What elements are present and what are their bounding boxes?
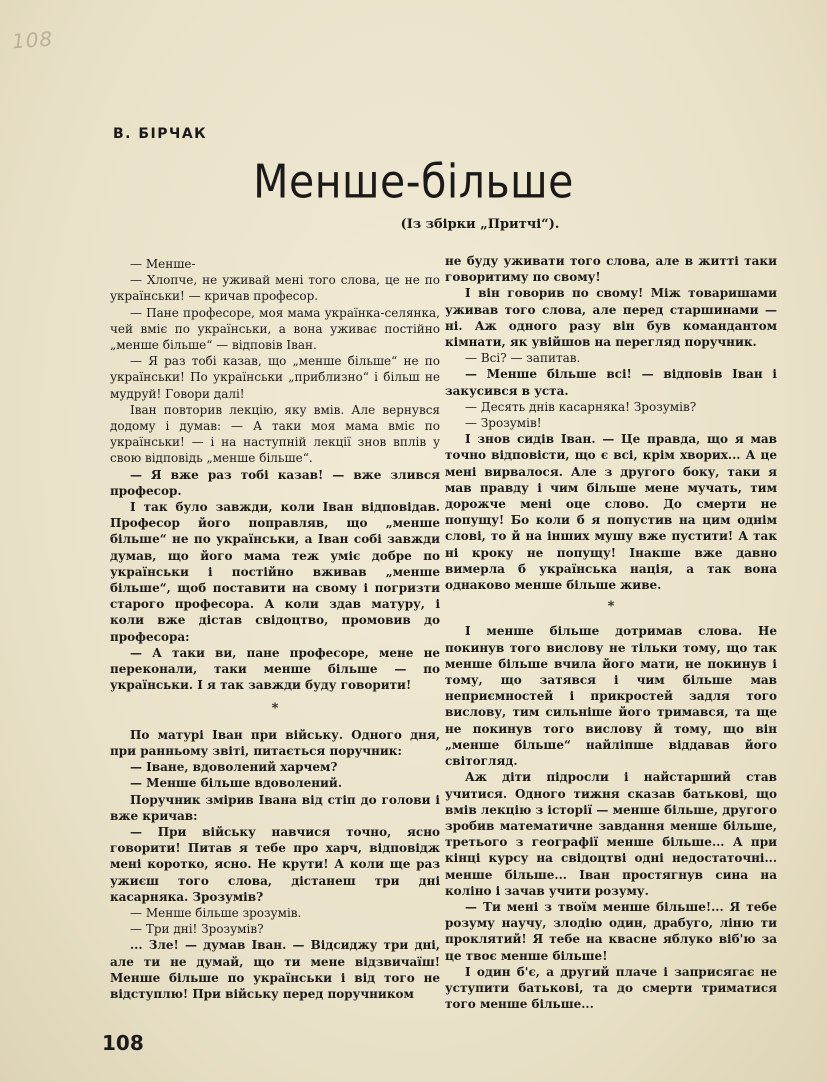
page-number: 108	[102, 1031, 144, 1055]
story-title: Менше-більше	[253, 155, 574, 209]
paragraph: — Менше більше всі! — відповів Іван і закусився в уста.	[445, 367, 777, 398]
paragraph: — Я раз тобі казав, що „менше більше“ не по українськи! По українськи „приблизно“ і більш не мудруй! Говори далі!	[110, 354, 440, 401]
pencil-page-mark: 108	[11, 26, 54, 54]
paragraph: ... Зле! — думав Іван. — Відсиджу три дні, але ти не думай, що ти мене відзвичаїш! Менше більше по українськи і від того не відступлю! При війську перед поручником	[110, 938, 440, 1001]
section-separator: *	[271, 701, 279, 717]
paragraph: І знов сидів Іван. — Це правда, що я мав точно відповісти, що є всі, крім хворих... А це мені вирвалося. Але з другого боку, таки я мав правду і чим більше мене мучать, тим дорожче мені оце слово. До смерти не попущу! Бо коли б я попустив на цим однім слові, то й на інших мушу вже пустити! А так ні кроку не попущу! Інакше вже давно вимерла б українська нація, а так вона однаково менше більше живе.	[445, 432, 777, 593]
paragraph: І один б'є, а другий плаче і заприсягає не уступити батькові, та до смерти триматися того менше більше...	[445, 964, 777, 1012]
paragraph: — Я вже раз тобі казав! — вже злився професор.	[110, 467, 440, 498]
paragraph: не буду уживати того слова, але в житті таки говоритиму по свому!	[445, 254, 777, 285]
paragraph: Іван повторив лекцію, яку вмів. Але вернувся додому і думав: — А таки моя мама вміє по українськи! — і на наступній лекції знов вплів у свою відповідь „менше більше“.	[110, 402, 440, 466]
paragraph: — Менше більше вдоволений.	[130, 776, 343, 791]
section-separator: *	[607, 599, 615, 615]
right-text-column	[445, 253, 777, 1012]
paragraph: — Менше-	[130, 257, 196, 271]
paragraph: І так було завжди, коли Іван відповідав. Професор його поправляв, що „менше більше“ не по українськи, а Іван собі завжди думав, що його мама теж уміє добре по українськи і постійно вживав „менше більше“, щоб поставити на свому і погризти старого професора. А коли здав матуру, і коли вже дістав свідоцтво, промовив до професора:	[110, 500, 440, 644]
paragraph: — Зрозумів!	[465, 416, 542, 431]
paragraph: — Три дні! Зрозумів?	[130, 922, 264, 937]
paragraph: — Менше більше зрозумів.	[130, 905, 302, 920]
paragraph: По матурі Іван при війську. Одного дня, при ранньому звіті, питається поручник:	[110, 727, 440, 758]
paragraph: І він говорив по свому! Між товаришами уживав того слова, але перед старшинами — ні. Аж одного разу він був командантом кімнати, як увійшов на перегляд поручник.	[445, 286, 777, 350]
paragraph: — Іване, вдоволений харчем?	[130, 760, 338, 775]
paragraph: — Пане професоре, моя мама українка-селянка, чей вміє по українськи, а вона уживає постійно „менше більше“ — відповів Іван.	[110, 305, 440, 353]
paragraph: Поручник змірив Івана від стіп до голови і вже кричав:	[110, 792, 440, 823]
author-name: В. БІРЧАК	[113, 126, 208, 142]
paragraph: — Ти мені з твоїм менше більше!... Я тебе розуму научу, злодію один, драбуго, ліню ти проклятий! Я тебе на квасне яблуко віб'ю за це твоє менше більше!	[445, 899, 777, 963]
paragraph: — Десять днів касарняка! Зрозумів?	[465, 399, 697, 414]
paragraph: — Всі? — запитав.	[465, 351, 581, 366]
paragraph: — При війську навчися точно, ясно говорити! Питав я тебе про харч, відповідж мені коротко, ясно. Не крути! А коли ще раз ужиєш того слова, дістанеш три дні касарняка. Зрозумів?	[110, 824, 440, 904]
paragraph: — Хлопче, не уживай мені того слова, це не по українськи! — кричав професор.	[110, 273, 440, 304]
paragraph: Аж діти підросли і найстарший став учитися. Одного тижня сказав батькові, що вмів лекцію з історії — менше більше, другого зробив математичне завдання менше більше, третього з географії менше більше... А при кінці курсу на свідоцтві одні недостаточні... менше більше... Іван простягнув сина на коліно і зачав учити розуму.	[445, 770, 777, 898]
paragraph: І менше більше дотримав слова. Не покинув того вислову не тільки тому, що так менше більше вчила його мати, не покинув і тому, що затявся і чим більше мав неприємностей і прикростей задля того вислову, тим сильніше його тримався, та ще не покинув того вислову й тому, що він „менше більше“ найліпше віддавав його світогляд.	[445, 624, 777, 769]
left-text-column	[110, 256, 440, 1002]
story-subtitle: (Із збірки „Притчі“).	[400, 217, 560, 232]
paragraph: — А таки ви, пане професоре, мене не переконали, таки менше більше — по українськи. І я так завжди буду говорити!	[110, 645, 440, 693]
